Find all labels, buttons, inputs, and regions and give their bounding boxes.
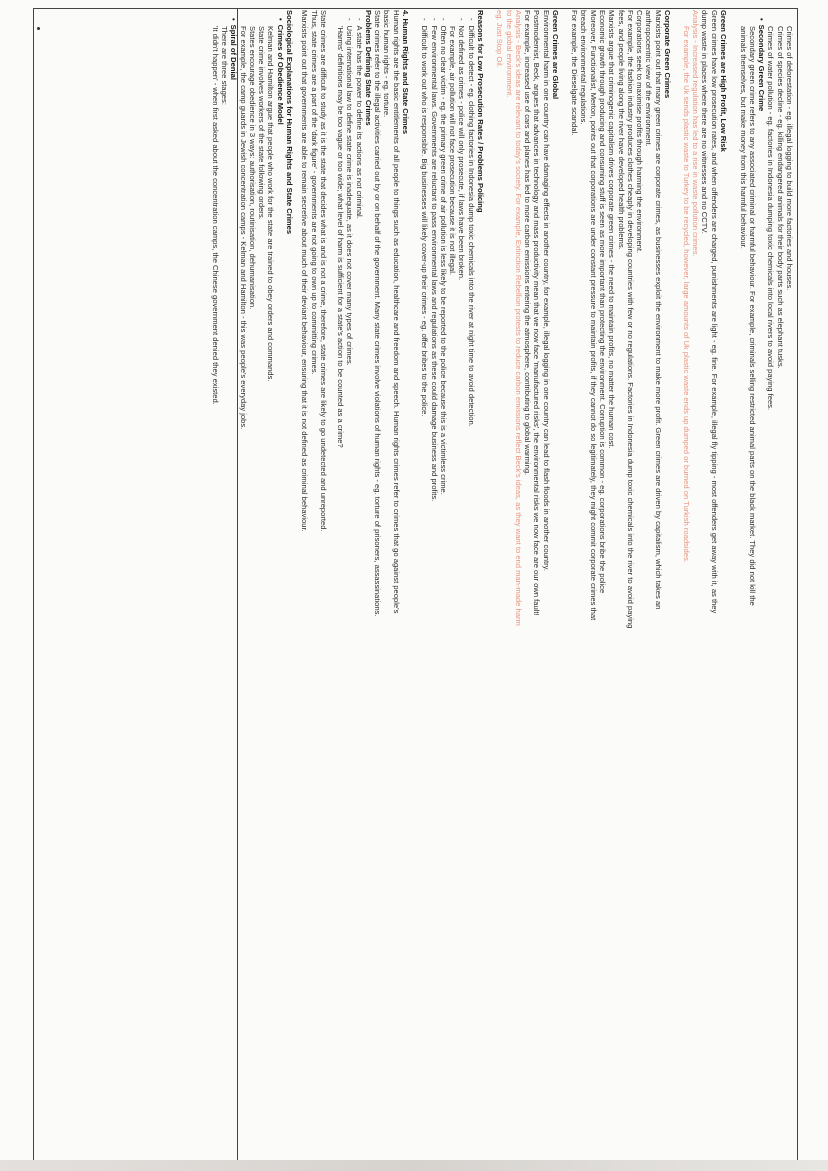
note-line: State crimes are difficult to study as it is the state that decides what is and is not a crime, therefore, state crimes are likely to go undetected and unreported. — [319, 10, 328, 532]
note-line: Environmental harm in one country can have damaging effects in another country, for example, illegal logging in one country can lead to flash floods in another country. — [541, 10, 551, 572]
note-line: Secondary green crime refers to any associated criminal or harmful behaviour. For example, criminals selling restricted animal parts on the black market. They did not kill the — [747, 26, 757, 606]
section-heading: Sociological Explanations for Human Rights and State Crimes — [285, 10, 294, 235]
green-crimes-global-section — [495, 10, 560, 626]
note-line: Kelman and Hamilton argue that people who work for the state are trained to obey orders and commands. — [266, 26, 276, 382]
note-line: For example, the camp guards in Jewish concentration camps - Kelman and Hamilton - this was people's everyday jobs. — [238, 26, 248, 430]
note-line: fees, and people living along the river have developed health problems. — [616, 10, 626, 250]
sociological-explanations-section — [210, 10, 294, 585]
note-line: dump waste in places where there are no witnesses and no CCTV. — [700, 10, 710, 234]
note-line: - Difficult to detect - eg. clothing factories in Indonesia dump toxic chemicals into the river at night time to avoid detection. — [466, 10, 475, 585]
note-line: For example, the Dieselgate scandal. — [570, 10, 580, 136]
note-line: • Spiral of Denial — [229, 10, 238, 585]
note-line: For example, increased use of cars and planes has led to more carbon emissions entering the atmosphere, contributing to global warming. — [523, 10, 533, 476]
corporate-green-crimes-section — [570, 10, 672, 629]
notes-content — [39, 10, 794, 629]
section-heading: to the global environment. — [504, 10, 514, 98]
note-line: State crimes refer to the illegal activities carried out by or on behalf of the government. Many state crimes involve violations of human rights - eg. torture of prisoners, assassinations. — [373, 10, 383, 617]
note-line: Crimes of deforestation - eg. illegal logging to build more factories and houses. — [785, 26, 794, 291]
note-line: There are three stages: — [219, 26, 229, 105]
section-heading: 4. Human Rights and State Crimes — [401, 10, 410, 135]
note-line: Economic growth through producing and consuming stuff is seen as more important than protecting the environment. Corruption is common - eg. corporations bribe the police — [597, 10, 607, 594]
note-line: • Crimes of Obedience Model — [275, 10, 284, 585]
state-crimes-difficult-section — [300, 10, 328, 585]
note-line: basic human rights - eg. torture. — [382, 10, 392, 118]
note-line: animals themselves, but make money from this harmful behaviour. — [738, 26, 748, 249]
section-heading: Corporate Green Crimes — [663, 10, 672, 99]
note-line: anthropocentric view of the environment. — [644, 10, 654, 147]
note-line: States encourage obedience in 3 ways: authorisation, routinisation, dehumanisation. — [247, 26, 257, 310]
green-crime-types-section — [738, 10, 794, 606]
note-line: Marxists point out that many green crimes are corporate crimes, as businesses exploit the environment to make more profit. Green crimes are driven by capitalism, which takes an — [653, 10, 663, 610]
note-line: • Secondary Green Crime — [757, 10, 766, 585]
note-line: 'It didn't happen' - when first asked about the concentration camps, the Chinese government denied they existed. — [210, 26, 220, 405]
note-line: - Using international law to define state crime is inadequate, as it does not cover many types of crimes. — [345, 10, 354, 585]
note-line: Crimes of water pollution - eg. factories in Indonesia dumping toxic chemicals into local rivers to avoid paying fees. — [766, 26, 776, 411]
scan-edge — [0, 1160, 828, 1171]
section-heading: Green Crimes are High Profit, Low Risk — [719, 10, 728, 152]
human-rights-state-crimes-section — [335, 10, 410, 617]
note-line: Corporations seek to maximise profits through harming the environment. — [635, 10, 645, 254]
note-line: - Not defined as crimes - police will only prosecute, if laws have been broken. — [457, 10, 466, 585]
section-heading: Problems Defining State Crimes — [363, 10, 373, 126]
section-heading: eg. Just Stop Oil. — [495, 10, 505, 68]
note-line: Moreover, Functionalist, Merton, points out that corporations are under constant pressure to maintain profits, if they cannot do so legitimately, they might commit corporate crimes that — [588, 10, 598, 621]
note-line: - Difficult to work out who is responsible. Big businesses will likely cover-up their crimes - eg. offer bribes to the police. — [420, 10, 429, 585]
note-line: - A state has the power to define its actions as not criminal. — [354, 10, 363, 585]
note-line: Thus, state crimes are a part of the 'dark figure' - governments are not going to own up to committing crimes. — [309, 10, 319, 375]
section-heading: For example, the Uk sends plastic waste to Turkey to be recycled, however, large amounts of Uk plastic waste ends up dumped or burned on Turkish roadsides. — [681, 26, 691, 563]
section-heading: Analysis - Increased regulation has led to a rise in waste pollution crimes. — [691, 10, 701, 257]
note-line: Marxists point out that governments are able to remain secretive about much of their deviant behaviour, ensuring that it is not defined as criminal behaviour. — [300, 10, 310, 532]
note-line: For example, the fashion industry produces clothes cheaply in developing countries with few or no regulations. Factories in Indonesia dump toxic chemicals into the river to avoid paying — [625, 10, 635, 629]
note-line: Marxists argue that criminogenic capitalism drives corporate green crimes - the need to maintain profits, no matter the human cost. — [607, 10, 617, 449]
note-line: Human rights are the basic entitlements of all people to things such as education, healthcare and freedom and speech. Human rights crimes refer to crimes that go against people's — [391, 10, 401, 614]
note-line: Postmodernist, Beck, argues that advances in technology and mass productivity mean that we now face 'manufactured risks', the environmental risks we now face are our own fault! — [532, 10, 542, 616]
section-heading: Reasons for Low Prosecution Rates / Problems Policing — [476, 10, 485, 213]
note-line: 'Harms' definitions may be too vague or too wide; what level of harm is sufficient for a state's action to be counted as a crime? — [335, 26, 345, 448]
low-prosecution-section — [420, 10, 485, 585]
note-line: - Few environmental laws. Governments are reluctant to pass environmental laws and regulations as these could damage business and profits. — [429, 10, 438, 585]
high-profit-low-risk-section — [681, 10, 728, 614]
note-line: For example, air pollution will not face prosecution because it is not illegal. — [448, 26, 458, 276]
note-line: Green crimes have low prosecution rates, and when offenders are charged, punishments are light - eg. fine. For example, illegal fly tipping - most offenders get away with it, as they — [709, 10, 719, 614]
section-heading: Analysis - Beck's ideas are relevant to today's society. For example, Extinction Rebellion protests to reduce carbon emissions reflect Beck's ideas, as they want to end man-made harm — [513, 10, 523, 626]
note-line: Crimes of species decline - eg. killing endangered animals for their body parts such as elephant tusks. — [775, 26, 785, 369]
note-line: - Often no clear victim - eg. the primary green crime of air pollution is less likely to be reported to the police because this is a victimless crime. — [439, 10, 448, 585]
note-line: breach environmental regulations. — [579, 10, 589, 125]
section-heading: Green Crimes are Global — [551, 10, 560, 100]
note-line: State crime involves workers of the state following orders. — [257, 26, 267, 220]
